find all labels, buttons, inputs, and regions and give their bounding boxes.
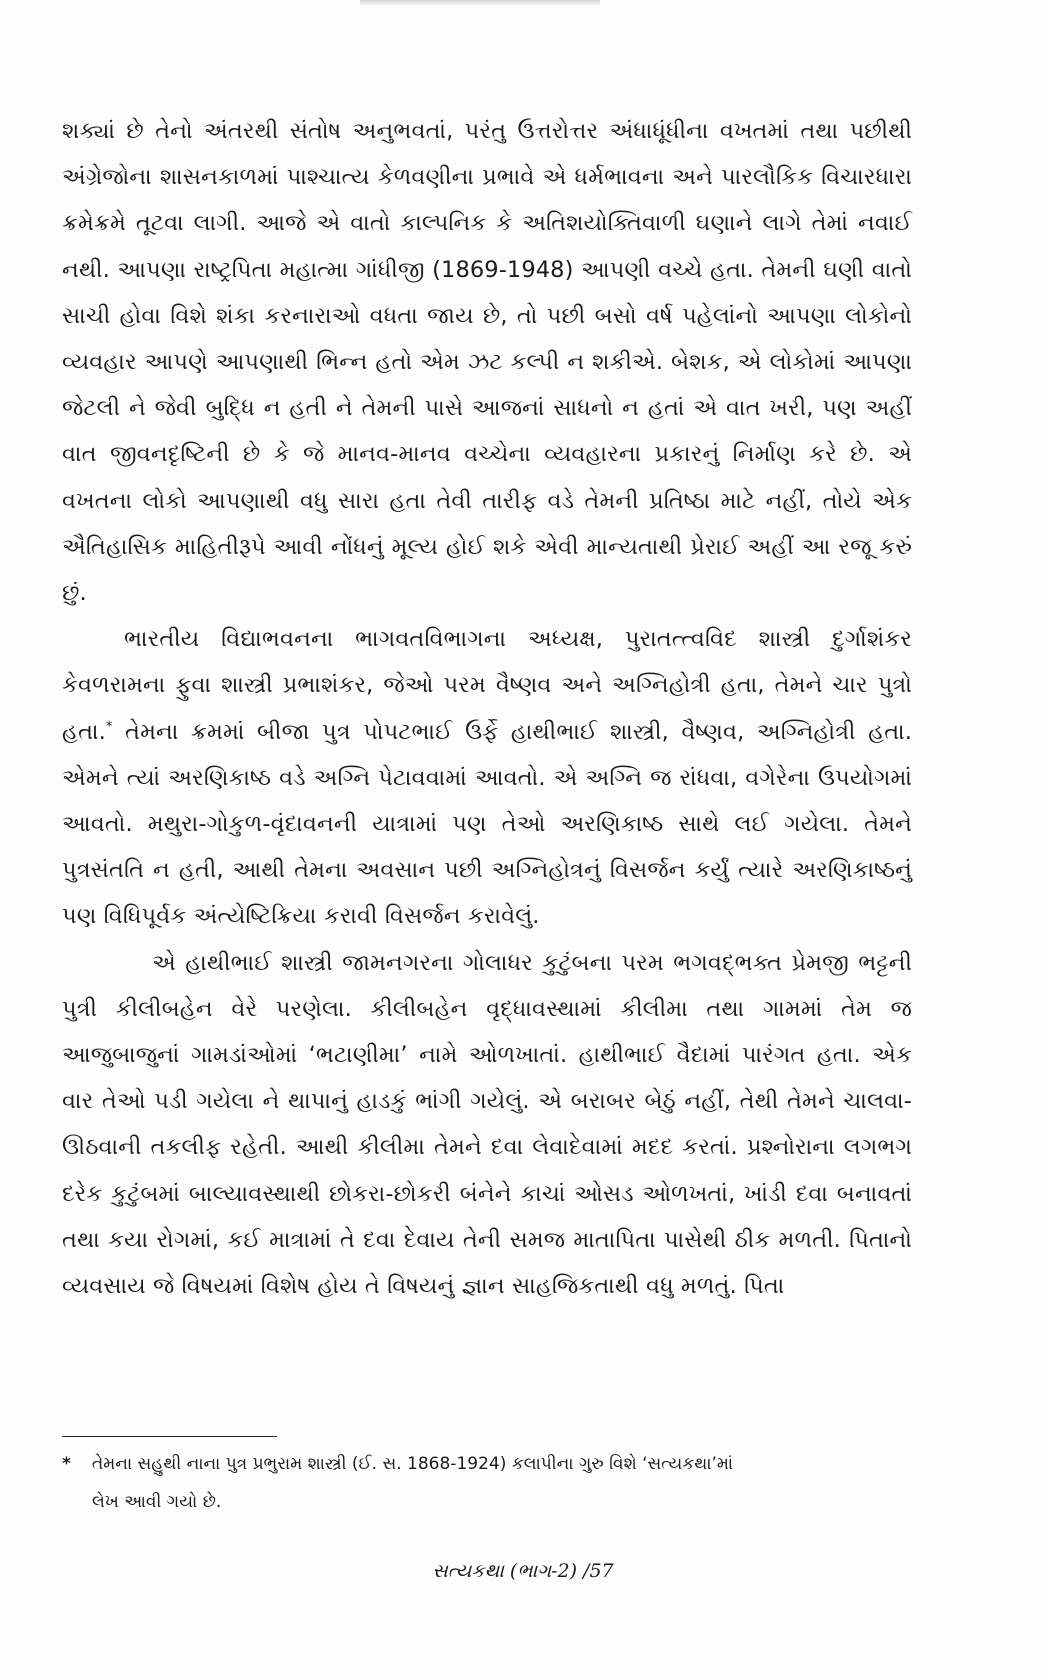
scan-smudge	[360, 0, 600, 6]
paragraph-3: એ હાથીભાઈ શાસ્ત્રી જામનગરના ગોલાધર કુટુંબના પરમ ભગવદ્ભક્ત પ્રેમજી ભટ્ટની પુત્રી કીલીબહેન વેરે પરણેલા. કીલીબહેન વૃદ્ધાવસ્થામાં કીલીમા તથા ગામમાં તેમ જ આજુબાજુનાં ગામડાંઓમાં ‘ભટાણીમા’ નામે ઓળખાતાં. હાથીભાઈ વૈદામાં પારંગત હતા. એક વાર તેઓ પડી ગયેલા ને થાપાનું હાડકું ભાંગી ગયેલું. એ બરાબર બેઠું નહીં, તેથી તેમને ચાલવા-ઊઠવાની તકલીફ રહેતી. આથી કીલીમા તેમને દવા લેવાદેવામાં મદદ કરતાં. પ્રશ્નોરાના લગભગ દરેક કુટુંબમાં બાલ્યાવસ્થાથી છોકરા-છોકરી બંનેને કાચાં ઓસડ ઓળખતાં, ખાંડી દવા બનાવતાં તથા કયા રોગમાં, કઈ માત્રામાં તે દવા દેવાય તેની સમજ માતાપિતા પાસેથી ઠીક મળતી. પિતાનો વ્યવસાય જે વિષયમાં વિશેષ હોય તે વિષયનું જ્ઞાન સાહજિકતાથી વધુ મળતું. પિતા	[62, 949, 912, 1300]
footnote	[62, 1445, 912, 1521]
footnote-reference: *	[105, 719, 113, 735]
page-number: /57	[583, 1560, 614, 1582]
page-footer	[0, 1560, 1046, 1582]
body-text	[62, 108, 912, 1309]
paragraph-1: શક્યાં છે તેનો અંતરથી સંતોષ અનુભવતાં, પરંતુ ઉત્તરોત્તર અંધાધૂંધીના વખતમાં તથા પછીથી અંગ્રેજોના શાસનકાળમાં પાશ્ચાત્ય કેળવણીના પ્રભાવે એ ધર્મભાવના અને પારલૌકિક વિચારધારા ક્રમેક્રમે તૂટવા લાગી. આજે એ વાતો કાલ્પનિક કે અતિશયોક્તિવાળી ઘણાને લાગે તેમાં નવાઈ નથી. આપણા રાષ્ટ્રપિતા મહાત્મા ગાંધીજી (1869-1948) આપણી વચ્ચે હતા. તેમની ઘણી વાતો સાચી હોવા વિશે શંકા કરનારાઓ વધતા જાય છે, તો પછી બસો વર્ષ પહેલાંનો આપણા લોકોનો વ્યવહાર આપણે આપણાથી ભિન્ન હતો એમ ઝટ કલ્પી ન શકીએ. બેશક, એ લોકોમાં આપણા જેટલી ને જેવી બુદ્ધિ ન હતી ને તેમની પાસે આજનાં સાધનો ન હતાં એ વાત ખરી, પણ અહીં વાત જીવનદૃષ્ટિની છે કે જે માનવ-માનવ વચ્ચેના વ્યવહારના પ્રકારનું નિર્માણ કરે છે. એ વખતના લોકો આપણાથી વધુ સારા હતા તેવી તારીફ વડે તેમની પ્રતિષ્ઠા માટે નહીં, તોયે એક ઐતિહાસિક માહિતીરૂપે આવી નોંધનું મૂલ્ય હોઈ શકે એવી માન્યતાથી પ્રેરાઈ અહીં આ રજૂ કરું છું.	[62, 118, 912, 607]
book-title: સત્યકથા (ભાગ-2)	[432, 1560, 577, 1582]
footnote-text-1: તેમના સહુથી નાના પુત્ર પ્રભુરામ શાસ્ત્રી (ઈ. સ. 1868-1924) કલાપીના ગુરુ વિશે ‘સત્યકથા’માં	[92, 1454, 734, 1474]
paragraph-2-text-after: તેમના ક્રમમાં બીજા પુત્ર પોપટભાઈ ઉર્ફે હાથીભાઈ શાસ્ત્રી, વૈષ્ણવ, અગ્નિહોત્રી હતા. એમને ત્યાં અરણિકાષ્ઠ વડે અગ્નિ પેટાવવામાં આવતો. એ અગ્નિ જ રાંધવા, વગેરેના ઉપયોગમાં આવતો. મથુરા-ગોકુળ-વૃંદાવનની યાત્રામાં પણ તેઓ અરણિકાષ્ઠ સાથે લઈ ગયેલા. તેમને પુત્રસંતતિ ન હતી, આથી તેમના અવસાન પછી અગ્નિહોત્રનું વિસર્જન કર્યું ત્યારે અરણિકાષ્ઠનું પણ વિધિપૂર્વક અંત્યેષ્ટિક્રિયા કરાવી વિસર્જન કરાવેલું.	[62, 718, 912, 930]
paragraph-2-text-before: ભારતીય વિદ્યાભવનના ભાગવતવિભાગના અધ્યક્ષ, પુરાતત્ત્વવિદ શાસ્ત્રી દુર્ગાશંકર કેવળરામના ફુવા શાસ્ત્રી પ્રભાશંકર, જેઓ પરમ વૈષ્ણવ અને અગ્નિહોત્રી હતા, તેમને ચાર પુત્રો હતા.	[62, 626, 912, 745]
footnote-marker: *	[62, 1454, 71, 1474]
footnote-line-1	[62, 1445, 912, 1483]
paragraph-2	[62, 616, 912, 939]
footnote-line-2: લેખ આવી ગયો છે.	[92, 1492, 222, 1512]
footnote-divider	[62, 1436, 277, 1437]
